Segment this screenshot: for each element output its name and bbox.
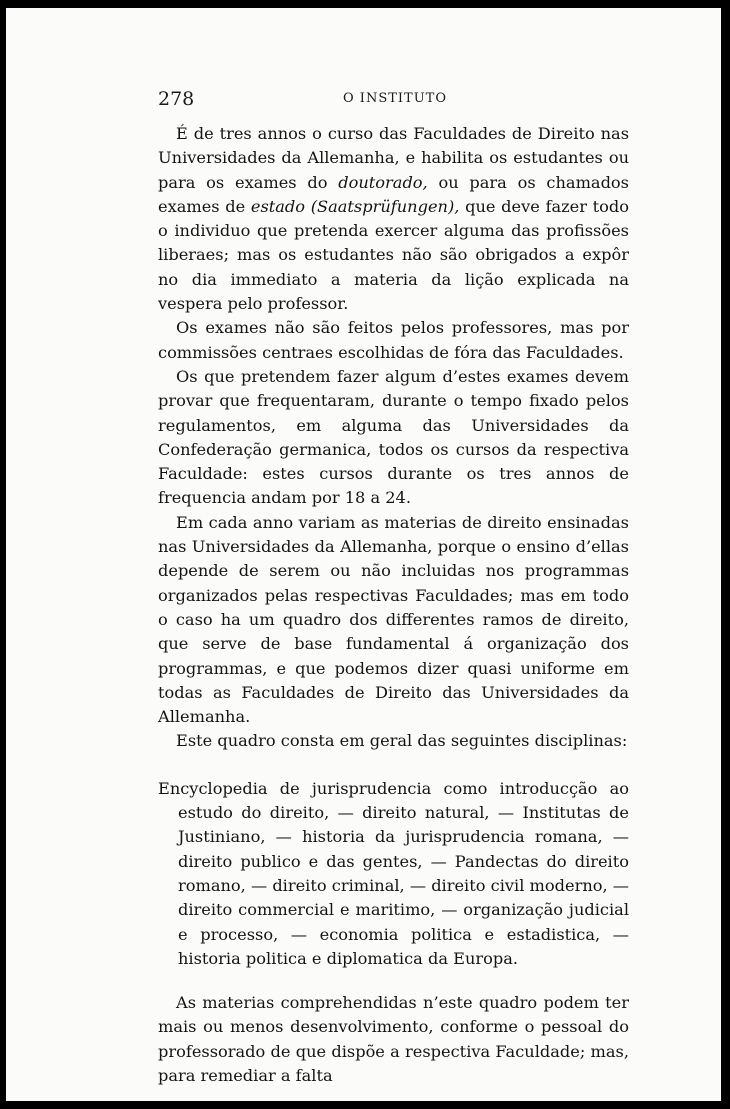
page-body	[158, 122, 629, 1088]
book-page	[6, 8, 721, 1101]
italic-estado: estado (Saatsprüfungen),	[250, 196, 460, 216]
paragraph-materias: Em cada anno variam as materias de direito ensinadas nas Universidades da Allemanha, porque o ensino d’ellas depende de serem ou não incluidas nos programmas organizados pelas respectivas Faculdades; mas em todo o caso ha um quadro dos differentes ramos de direito, que serve de base fundamental á organização dos programmas, e que podemos dizer quasi uniforme em todas as Faculdades de Direito das Universidades da Allemanha.	[158, 512, 629, 727]
paragraph-curso: É de tres annos o curso das Faculdades de Direito nas Universidades da Allemanha, e habilita os estudantes ou para os exames do doutorado, ou para os chamados exames de estado (Saatsprüfungen), que deve fazer todo o individuo que pretenda exercer alguma das profissões liberaes; mas os estudantes não são obrigados a expôr no dia immediato a materia da lição explicada na vespera pelo professor.	[158, 124, 629, 314]
page-header	[156, 88, 634, 112]
running-title: O INSTITUTO	[343, 91, 447, 106]
paragraph-exames: Os exames não são feitos pelos professores, mas por commissões centraes escolhidas de fóra das Faculdades.	[158, 318, 629, 362]
page-number: 278	[158, 88, 195, 110]
disciplines-list: Encyclopedia de jurisprudencia como introducção ao estudo do direito, — direito natural, — Institutas de Justiniano, — historia da jurisprudencia romana, — direito publico e das gentes, — Pandectas do direito romano, — direito criminal, — direito civil moderno, — direito commercial e maritimo, — organização judicial e processo, — economia politica e estadistica, — historia politica e diplomatica da Europa.	[158, 778, 629, 968]
paragraph-closing: As materias comprehendidas n’este quadro podem ter mais ou menos desenvolvimento, conforme o pessoal do professorado de que dispõe a respectiva Faculdade; mas, para remediar a falta	[158, 993, 629, 1085]
paragraph-frequencia: Os que pretendem fazer algum d’estes exames devem provar que frequentaram, durante o tempo fixado pelos regulamentos, em alguma das Universidades da Confederação germanica, todos os cursos da respectiva Faculdade: estes cursos durante os tres annos de frequencia andam por 18 a 24.	[158, 366, 629, 508]
italic-doutorado: doutorado,	[338, 172, 428, 192]
paragraph-quadro: Este quadro consta em geral das seguintes disciplinas:	[176, 731, 628, 751]
